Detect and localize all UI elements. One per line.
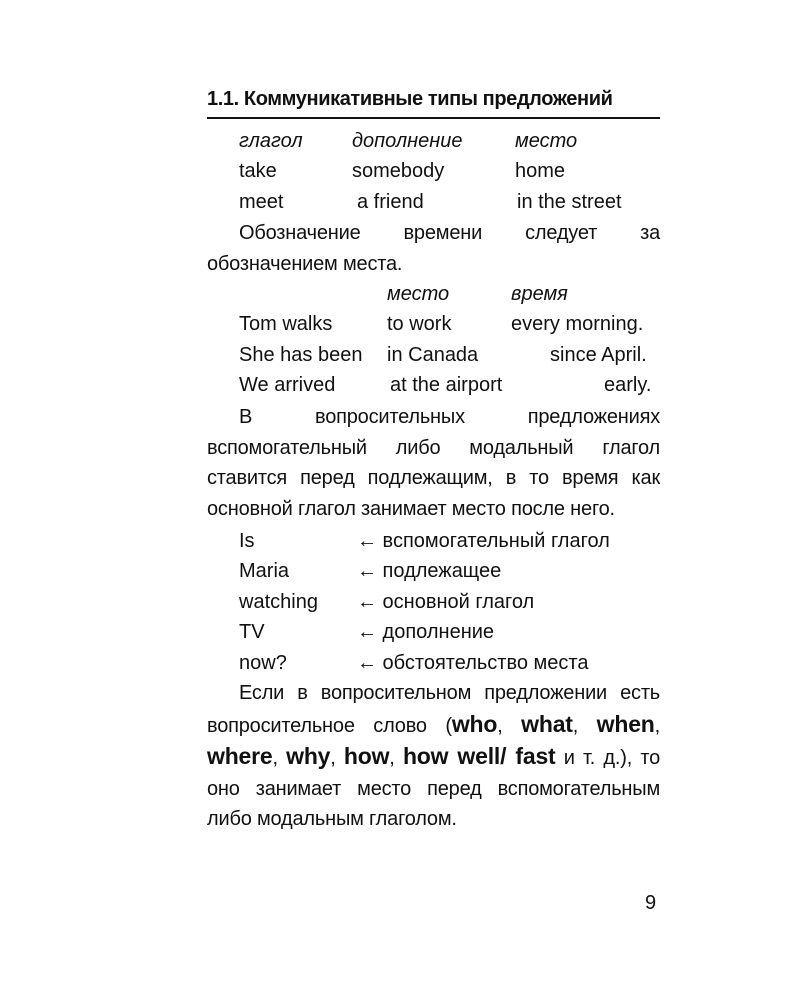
paragraph-time-after-place: Обозначение времени следует за обозначением места. (207, 222, 660, 275)
table-cell: Tom walks (239, 313, 333, 335)
analysis-role: ← основной глагол (357, 591, 535, 613)
question-word: where (207, 743, 273, 769)
analysis-word: watching (239, 591, 318, 613)
analysis-role: ← подлежащее (357, 560, 502, 582)
paragraph-question-word-order: В вопросительных предложениях вспомогательный либо модальный глагол ставится перед подлежащим, в то время как основной глагол занимает место после него. (207, 406, 660, 520)
table-cell: We arrived (239, 374, 336, 396)
analysis-word: now? (239, 652, 287, 674)
table1-header-place: место (515, 130, 578, 152)
separator: , (654, 714, 660, 737)
analysis-role: ← обстоятельство места (357, 652, 589, 674)
table-cell: to work (387, 313, 452, 335)
table-cell: at the airport (390, 374, 503, 396)
table-cell: take (239, 160, 277, 182)
table-cell: She has been (239, 344, 363, 366)
analysis-word: Maria (239, 560, 290, 582)
table-cell: meet (239, 191, 284, 213)
table-cell: somebody (352, 160, 445, 182)
analysis-role: ← дополнение (357, 621, 495, 643)
analysis-word: Is (239, 530, 255, 552)
header-rule (207, 117, 660, 119)
table1-header-verb: глагол (239, 130, 303, 152)
table-cell: since April. (550, 344, 647, 366)
para3-intro: Если в вопросительном предложении есть вопросительное слово ( (207, 682, 660, 737)
separator: , (272, 747, 287, 769)
analysis-word: TV (239, 621, 265, 643)
question-word: what (521, 710, 573, 737)
separator: , (497, 714, 522, 737)
question-word: why (286, 743, 331, 769)
table-cell: every morning. (511, 313, 644, 335)
question-word: how (343, 743, 390, 769)
question-word: when (596, 710, 655, 737)
table2-header-time: время (511, 283, 568, 305)
question-word: how well/ fast (402, 743, 556, 769)
table-cell: in the street (517, 191, 622, 213)
table1-header-object: дополнение (352, 130, 463, 152)
table-cell: a friend (357, 191, 424, 213)
question-word: who (451, 710, 498, 737)
page-number: 9 (645, 892, 657, 914)
para3-outro: и т. д.), то оно занимает место перед вспомогательным либо модальным глаголом. (207, 747, 660, 830)
analysis-role: ← вспомогательный глагол (357, 530, 610, 552)
table2-header-place: место (387, 283, 450, 305)
separator: , (389, 747, 403, 769)
section-title: 1.1. Коммуникативные типы предложений (207, 88, 613, 110)
separator: , (572, 714, 597, 737)
table-cell: early. (604, 374, 652, 396)
paragraph-question-words (207, 678, 660, 835)
table-cell: home (515, 160, 566, 182)
separator: , (330, 747, 344, 769)
table-cell: in Canada (387, 344, 479, 366)
